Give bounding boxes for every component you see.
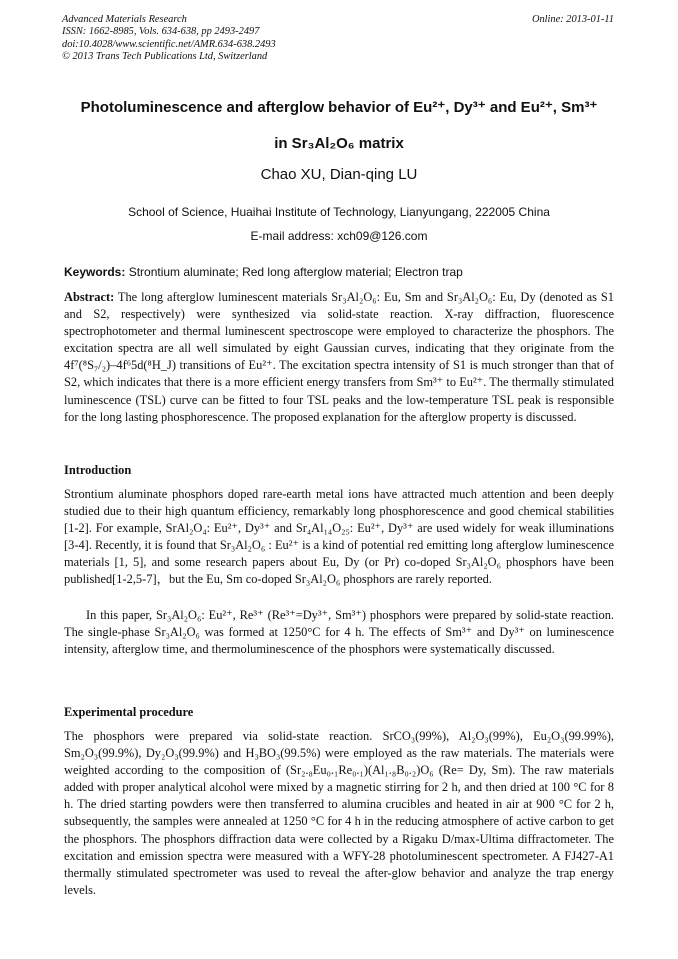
keywords-text: Strontium aluminate; Red long afterglow material; Electron trap <box>125 265 463 279</box>
paper-title-text: Photoluminescence and afterglow behavior of Eu²⁺, Dy³⁺ and Eu²⁺, Sm³⁺ in Sr₃Al₂O₆ matrix <box>80 99 598 152</box>
journal-name: Advanced Materials Research <box>62 14 187 25</box>
abstract <box>64 289 614 426</box>
author-list: Chao XU, Dian-qing LU <box>260 166 418 183</box>
abstract-label: Abstract: <box>64 290 115 304</box>
email-address: E-mail address: xch09@126.com <box>250 229 428 243</box>
doi-line: doi:10.4028/www.scientific.net/AMR.634-638.2493 <box>62 38 276 50</box>
experimental-heading: Experimental procedure <box>64 705 194 719</box>
keywords-label: Keywords: <box>64 265 126 279</box>
introduction-paragraph-2: In this paper, Sr₃Al₂O₆: Eu²⁺, Re³⁺ (Re³⁺=Dy³⁺, Sm³⁺) phosphors were prepared by solid-state reaction. The single-phase Sr₃Al₂O₆ was formed at 1250°C for 4 h. The effects of Sm³⁺ and Dy³⁺ on luminescence intensity, afterglow time, and thermoluminescence of the phosphors were systematically discussed. <box>64 608 614 657</box>
affiliation: School of Science, Huaihai Institute of Technology, Lianyungang, 222005 China <box>128 205 550 219</box>
paper-title <box>0 90 678 162</box>
issn-line: ISSN: 1662-8985, Vols. 634-638, pp 2493-2497 <box>62 26 260 38</box>
introduction-heading: Introduction <box>64 463 132 477</box>
online-date: Online: 2013-01-11 <box>531 14 614 25</box>
journal-metadata <box>62 14 276 64</box>
keywords <box>64 265 463 279</box>
introduction-paragraph-1: Strontium aluminate phosphors doped rare-earth metal ions have attracted much attention and been deeply studied due to their high quantum efficiency, remarkably long phosphorescence and good chemical stabilities [1-2]. For example, SrAl₂O₄: Eu²⁺, Dy³⁺ and Sr₄Al₁₄O₂₅: Eu²⁺, Dy³⁺ are used widely for weak illuminations [3-4]. Recently, it is found that Sr₃Al₂O₆ : Eu²⁺ is a kind of potential red emitting long afterglow luminescence materials [1, 5], and some research papers about Eu, Dy (or Pr) co-doped Sr₃Al₂O₆ phosphors have been published[1-2,5-7]，but the Eu, Sm co-doped Sr₃Al₂O₆ phosphors are rarely reported. <box>64 487 614 587</box>
abstract-text: The long afterglow luminescent materials Sr₃Al₂O₆: Eu, Sm and Sr₃Al₂O₆: Eu, Dy (denoted as S1 and S2, respectively) were synthesized via solid-state reaction. X-ray diffraction, fluorescence spectrophotometer and thermal luminescent spectroscope were employed to characterize the phosphors. The excitation spectra are all well simulated by eight Gaussian curves, indicating that they originate from the 4f⁷(⁸S₇/₂)–4f⁶5d(⁸H_J) transitions of Eu²⁺. The excitation spectra intensity of S1 is much stronger than that of S2, which indicates that there is a more efficient energy transfers from Sm³⁺ to Eu²⁺. The thermally stimulated luminescence (TSL) curve can be fitted to four TSL peaks and the low-temperature TSL peak is responsible for the long lasting phosphorescence. The proposed explanation for the afterglow property is discussed. <box>64 290 614 424</box>
experimental-paragraph-1: The phosphors were prepared via solid-state reaction. SrCO₃(99%), Al₂O₃(99%), Eu₂O₃(99.99%), Sm₂O₃(99.9%), Dy₂O₃(99.9%) and H₃BO₃(99.5%) were employed as the raw materials. The materials were weighted according to the composition of (Sr₂.₈Eu₀.₁Re₀.₁)(Al₁.₈B₀.₂)O₆ (Re= Dy, Sm). The raw materials added with proper analytical alcohol were mixed by a magnetic stirring for 2 h, and then dried at 100 °C for 8 h. The dried starting powders were then transferred to alumina crucibles and heated in air at 900 °C for 2 h, subsequently, the samples were annealed at 1250 °C for 4 h in the reducing atmosphere of active carbon to get the phosphors. The phosphors diffraction data were collected by a Rigaku D/max-Ultima diffractometer. The excitation and emission spectra were measured with a WFY-28 photoluminescent spectrometer. A FJ427-A1 thermally stimulated spectrometer was used to reveal the after-glow behavior and analyze the trap energy levels. <box>64 729 614 897</box>
copyright-line: © 2013 Trans Tech Publications Ltd, Switzerland <box>62 51 268 63</box>
